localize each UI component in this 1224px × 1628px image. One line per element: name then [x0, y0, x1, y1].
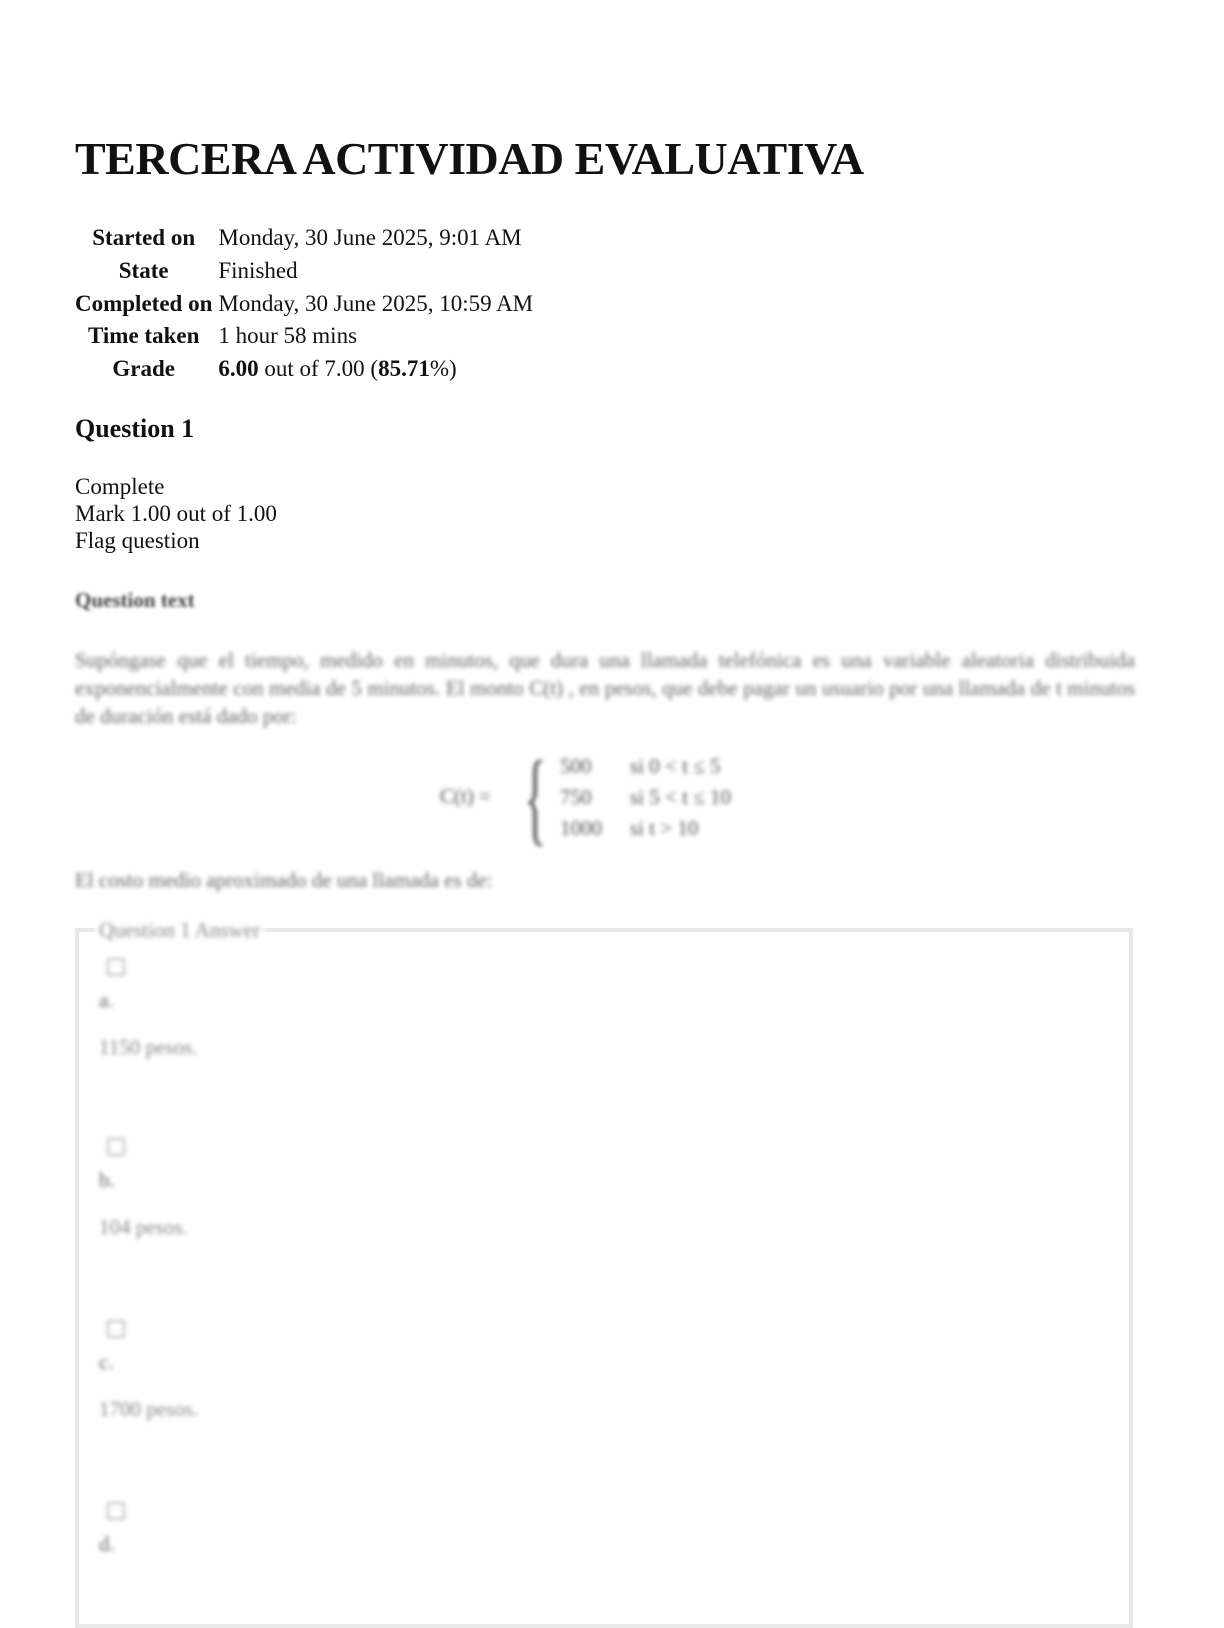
- summary-value: Finished: [218, 258, 298, 284]
- page-title: TERCERA ACTIVIDAD EVALUATIVA: [75, 133, 864, 184]
- case-value: 750: [560, 785, 592, 809]
- case-value: 1000: [560, 816, 602, 840]
- summary-row-grade: [75, 353, 533, 386]
- answer-option-d[interactable]: [99, 1502, 125, 1579]
- cost-formula: [440, 740, 800, 855]
- question-body: Supóngase que el tiempo, medido en minutos, que dura una llamada telefónica es una variable aleatoria distribuida exponencialmente con media de 5 minutos. El monto C(t) , en pesos, que debe pagar un usuario por una llamada de t minutos de duración está dado por:: [75, 648, 1135, 728]
- formula-lhs: C(t) =: [440, 784, 491, 808]
- answer-option-c[interactable]: [99, 1320, 198, 1422]
- answer-option-a[interactable]: [99, 958, 197, 1060]
- question-heading: Question 1: [75, 414, 195, 443]
- grade-out-of: out of 7.00 (: [258, 356, 379, 382]
- radio-icon[interactable]: [107, 1138, 125, 1156]
- formula-case: [560, 816, 699, 841]
- radio-icon[interactable]: [107, 1502, 125, 1520]
- answer-legend: Question 1 Answer: [95, 918, 264, 943]
- radio-icon[interactable]: [107, 958, 125, 976]
- option-letter: c.: [99, 1350, 114, 1374]
- grade-percent-suffix: %): [429, 356, 457, 382]
- attempt-summary-table: [75, 222, 533, 385]
- case-condition: si 5 < t ≤ 10: [630, 785, 731, 809]
- summary-label: State: [118, 258, 169, 284]
- summary-label: Time taken: [87, 323, 200, 349]
- summary-row-time-taken: [75, 320, 533, 353]
- grade-score: 6.00: [218, 356, 259, 382]
- option-text: 1700 pesos.: [99, 1397, 199, 1421]
- formula-case: [560, 785, 731, 810]
- question-mark: Mark 1.00 out of 1.00: [75, 501, 277, 526]
- flag-question-link[interactable]: Flag question: [75, 528, 200, 553]
- option-letter: d.: [99, 1532, 115, 1556]
- option-letter: a.: [99, 988, 114, 1012]
- question-info: [75, 473, 277, 554]
- answer-option-b[interactable]: [99, 1138, 188, 1240]
- summary-value: 1 hour 58 mins: [218, 323, 358, 349]
- option-text: 1150 pesos.: [99, 1035, 198, 1059]
- summary-value: Monday, 30 June 2025, 10:59 AM: [218, 290, 534, 316]
- summary-value: Monday, 30 June 2025, 9:01 AM: [218, 225, 522, 251]
- radio-icon[interactable]: [107, 1320, 125, 1338]
- summary-label: Grade: [112, 356, 175, 382]
- option-letter: b.: [99, 1168, 115, 1192]
- summary-label: Started on: [92, 225, 196, 251]
- grade-value: [218, 353, 533, 386]
- summary-row-state: [75, 255, 533, 288]
- case-condition: si 0 < t ≤ 5: [630, 754, 721, 778]
- grade-percent: 85.71: [378, 356, 430, 382]
- answer-fieldset: [75, 928, 1133, 1628]
- summary-row-completed: [75, 287, 533, 320]
- formula-case: [560, 754, 721, 779]
- summary-label: Completed on: [75, 290, 213, 316]
- left-brace-icon: {: [524, 740, 547, 855]
- case-condition: si t > 10: [630, 816, 699, 840]
- question-status: Complete: [75, 474, 165, 499]
- question-prompt: El costo medio aproximado de una llamada es de:: [75, 868, 493, 892]
- case-value: 500: [560, 754, 592, 778]
- option-text: 104 pesos.: [99, 1215, 188, 1239]
- question-text-label: Question text: [75, 588, 195, 612]
- summary-row-started: [75, 222, 533, 255]
